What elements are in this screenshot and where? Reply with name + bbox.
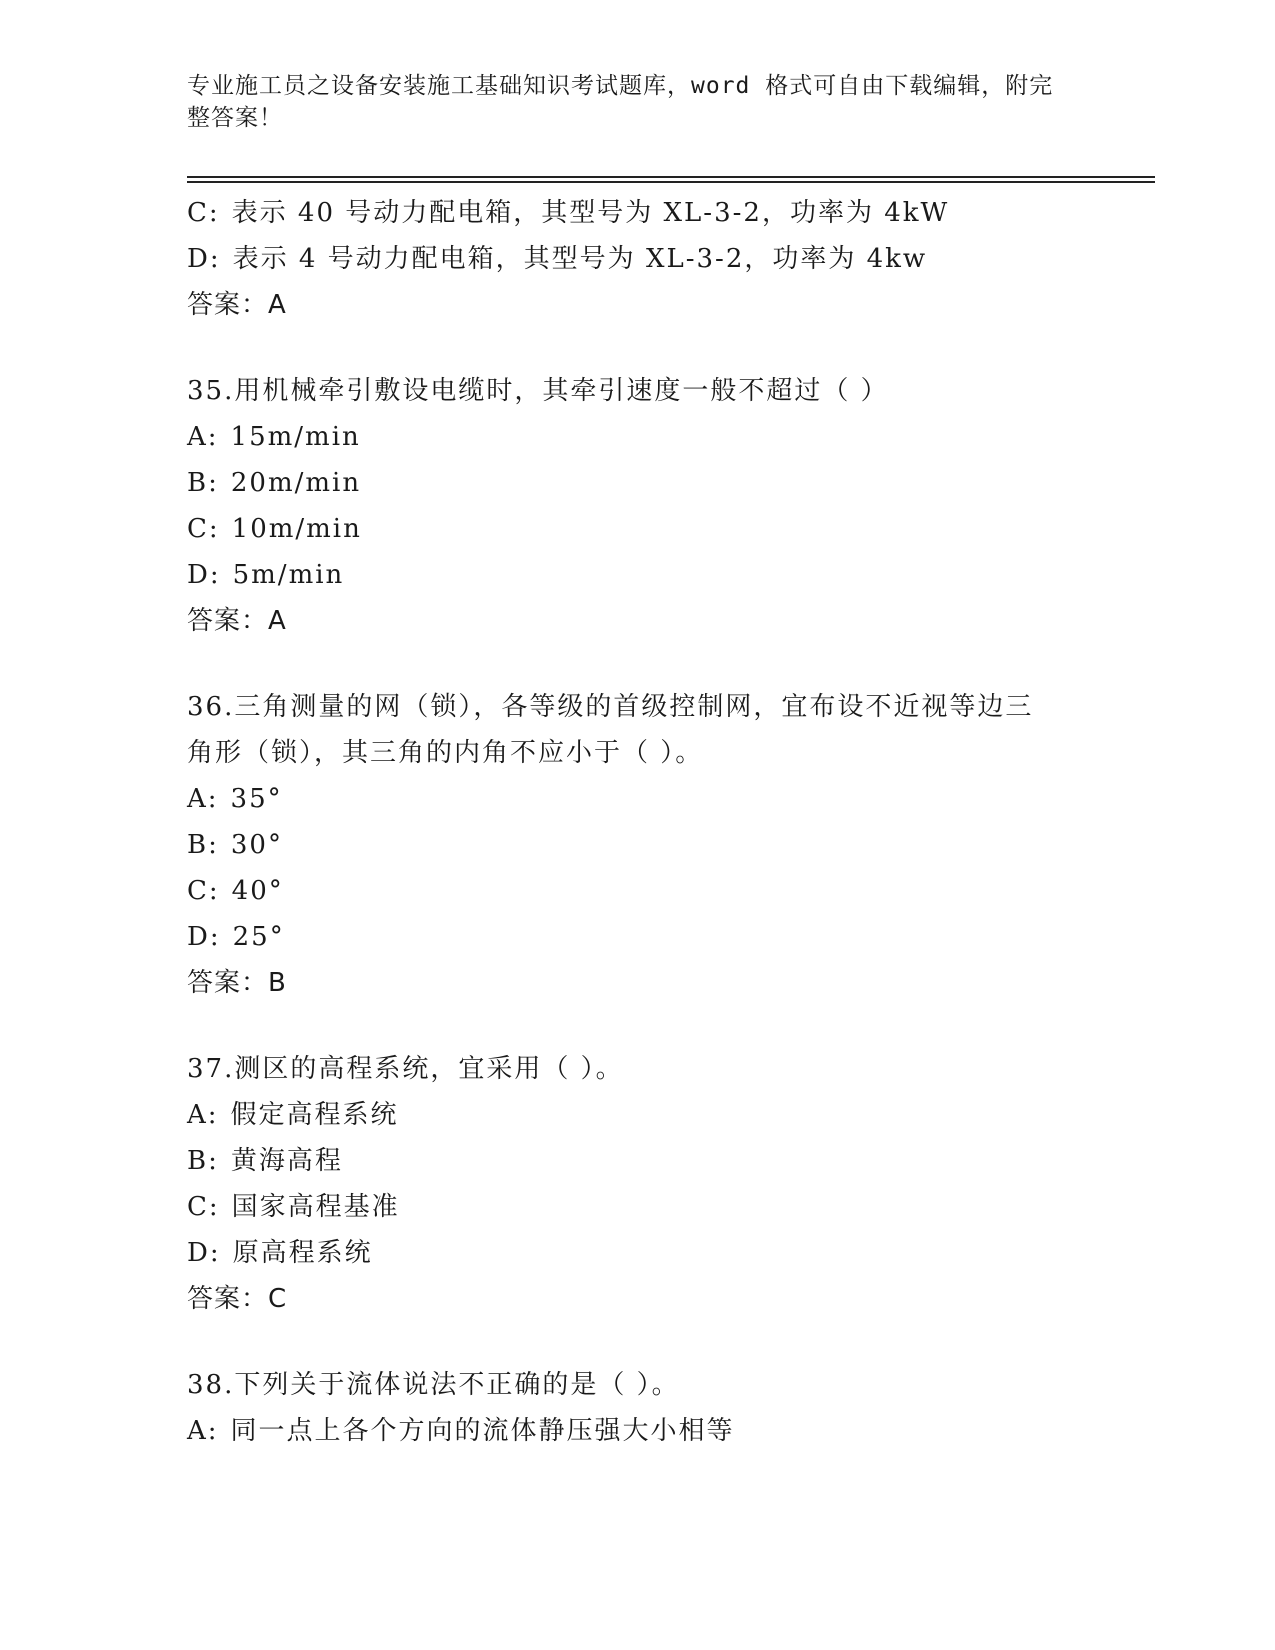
option-text: 黄海高程 [230, 1146, 343, 1176]
option-label: C: [187, 514, 220, 544]
option-text: 同一点上各个方向的流体静压强大小相等 [230, 1416, 735, 1446]
option-text: 5m/min [232, 560, 345, 590]
question-38 [187, 1362, 1187, 1454]
option-text: 40° [231, 876, 284, 906]
option-b [187, 1138, 1187, 1184]
option-label: D: [187, 922, 221, 952]
option-text: 30° [230, 830, 283, 860]
option-d [187, 1230, 1187, 1276]
option-b [187, 822, 1187, 868]
option-text: 表示 4 号动力配电箱，其型号为 XL-3-2，功率为 4kw [232, 244, 928, 274]
answer-line: 答案：A [187, 290, 287, 320]
option-label: B: [187, 1146, 219, 1176]
question-list [187, 190, 1187, 1454]
option-text: 国家高程基准 [231, 1192, 400, 1222]
option-c [187, 506, 1187, 552]
option-label: A: [187, 1416, 219, 1446]
question-stem: 35.用机械牵引敷设电缆时，其牵引速度一般不超过（ ） [187, 376, 889, 406]
option-label: B: [187, 468, 219, 498]
option-a [187, 1408, 1187, 1454]
option-c [187, 1184, 1187, 1230]
question-35 [187, 368, 1187, 644]
option-d [187, 552, 1187, 598]
option-text: 表示 40 号动力配电箱，其型号为 XL-3-2，功率为 4kW [231, 198, 950, 228]
question-stem: 36.三角测量的网（锁），各等级的首级控制网，宜布设不近视等边三 [187, 692, 1034, 722]
option-d [187, 914, 1187, 960]
option-label: A: [187, 784, 219, 814]
header-line-1: 专业施工员之设备安装施工基础知识考试题库，word 格式可自由下载编辑，附完 [187, 73, 1054, 99]
option-c [187, 868, 1187, 914]
question-stem: 38.下列关于流体说法不正确的是（ ）。 [187, 1370, 680, 1400]
option-label: C: [187, 1192, 220, 1222]
option-text: 25° [232, 922, 285, 952]
option-label: C: [187, 876, 220, 906]
header-line-2: 整答案！ [187, 105, 283, 131]
option-a [187, 776, 1187, 822]
option-label: A: [187, 1100, 219, 1130]
question-37 [187, 1046, 1187, 1322]
answer-line: 答案：A [187, 606, 287, 636]
question-36 [187, 684, 1187, 1006]
header-divider-bottom [187, 181, 1155, 183]
question-stem: 37.测区的高程系统，宜采用（ ）。 [187, 1054, 624, 1084]
option-text: 10m/min [231, 514, 362, 544]
option-text: 原高程系统 [232, 1238, 373, 1268]
option-label: B: [187, 830, 219, 860]
option-text: 20m/min [230, 468, 362, 498]
option-text: 15m/min [230, 422, 361, 452]
option-label: D: [187, 560, 221, 590]
option-text: 35° [230, 784, 283, 814]
option-c [187, 190, 1187, 236]
answer-line: 答案：B [187, 968, 287, 998]
option-label: D: [187, 244, 221, 274]
option-a [187, 1092, 1187, 1138]
answer-line: 答案：C [187, 1284, 288, 1314]
option-b [187, 460, 1187, 506]
option-text: 假定高程系统 [230, 1100, 399, 1130]
option-d [187, 236, 1187, 282]
question-stem-continued: 角形（锁），其三角的内角不应小于（ ）。 [187, 738, 704, 768]
option-label: C: [187, 198, 220, 228]
option-label: A: [187, 422, 219, 452]
document-header [187, 70, 1087, 134]
prev-question-block [187, 190, 1187, 328]
header-divider-top [187, 176, 1155, 178]
option-label: D: [187, 1238, 221, 1268]
option-a [187, 414, 1187, 460]
